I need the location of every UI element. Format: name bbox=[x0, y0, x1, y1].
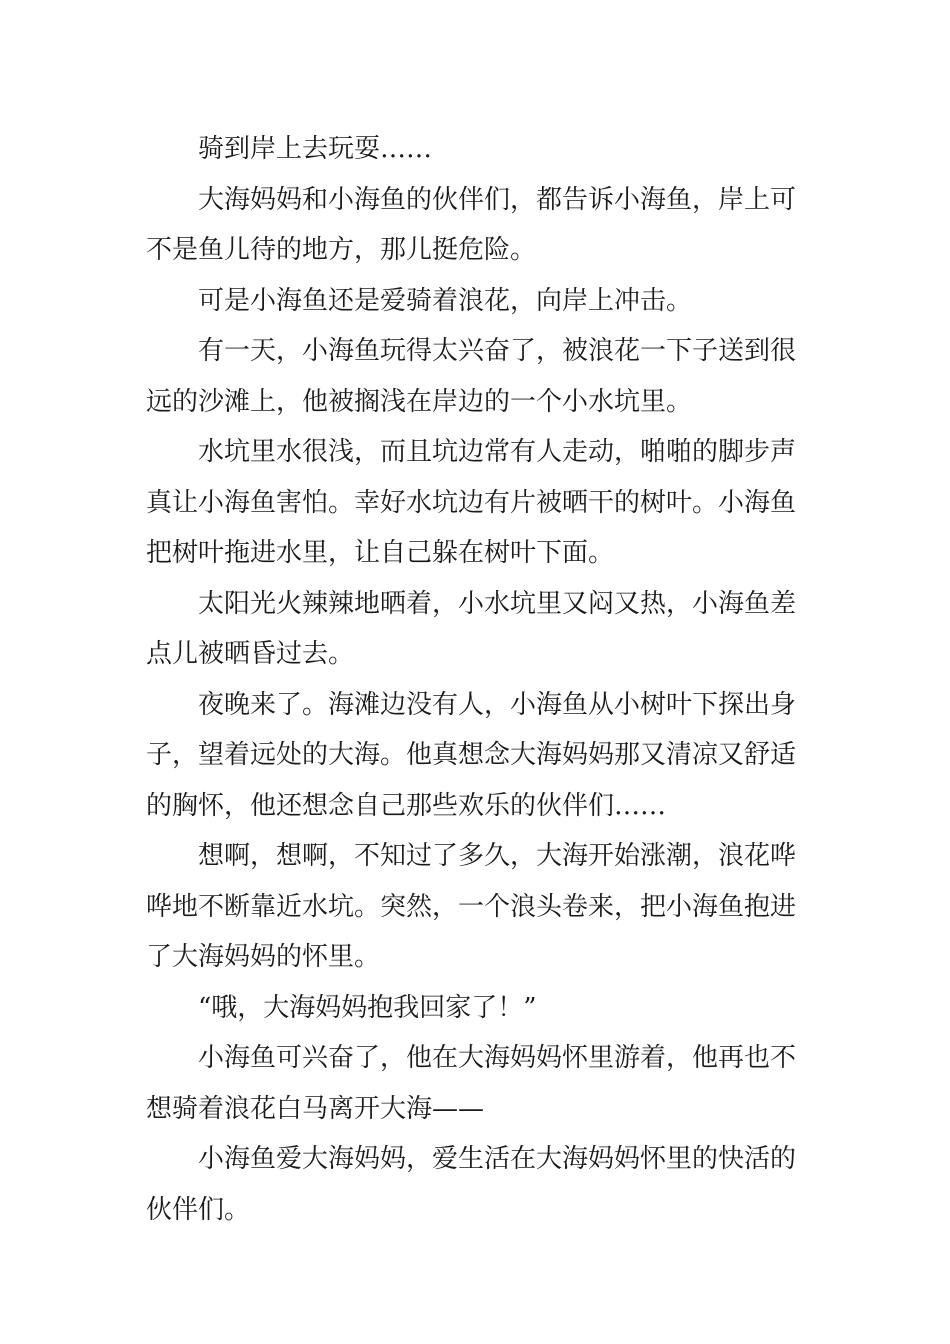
paragraph-7: 夜晚来了。海滩边没有人，小海鱼从小树叶下探出身 子，望着远处的大海。他真想念大海妈妈那又清凉又舒适 的胸怀，他还想念自己那些欢乐的伙伴们…… bbox=[146, 689, 797, 821]
paragraph-6: 太阳光火辣辣地晒着，小水坑里又闷又热，小海鱼差 点儿被晒昏过去。 bbox=[146, 588, 797, 669]
paragraph-11: 小海鱼爱大海妈妈，爱生活在大海妈妈怀里的快活的 伙伴们。 bbox=[146, 1144, 797, 1225]
paragraph-4: 有一天，小海鱼玩得太兴奋了，被浪花一下子送到很 远的沙滩上，他被搁浅在岸边的一个小水坑里。 bbox=[146, 336, 797, 417]
paragraph-2: 大海妈妈和小海鱼的伙伴们，都告诉小海鱼，岸上可 不是鱼儿待的地方，那儿挺危险。 bbox=[146, 184, 797, 265]
paragraph-1: 骑到岸上去玩耍…… bbox=[198, 134, 433, 164]
paragraph-5: 水坑里水很浅，而且坑边常有人走动，啪啪的脚步声 真让小海鱼害怕。幸好水坑边有片被晒干的树叶。小海鱼 把树叶拖进水里，让自己躲在树叶下面。 bbox=[146, 437, 797, 568]
story-text bbox=[146, 124, 810, 1235]
paragraph-3: 可是小海鱼还是爱骑着浪花，向岸上冲击。 bbox=[198, 285, 693, 316]
paragraph-8: 想啊，想啊，不知过了多久，大海开始涨潮，浪花哗 哗地不断靠近水坑。突然，一个浪头卷来，把小海鱼抱进 了大海妈妈的怀里。 bbox=[146, 841, 797, 972]
paragraph-10: 小海鱼可兴奋了，他在大海妈妈怀里游着，他再也不 想骑着浪花白马离开大海—— bbox=[146, 1043, 797, 1124]
paragraph-9: “哦，大海妈妈抱我回家了！” bbox=[198, 992, 537, 1023]
